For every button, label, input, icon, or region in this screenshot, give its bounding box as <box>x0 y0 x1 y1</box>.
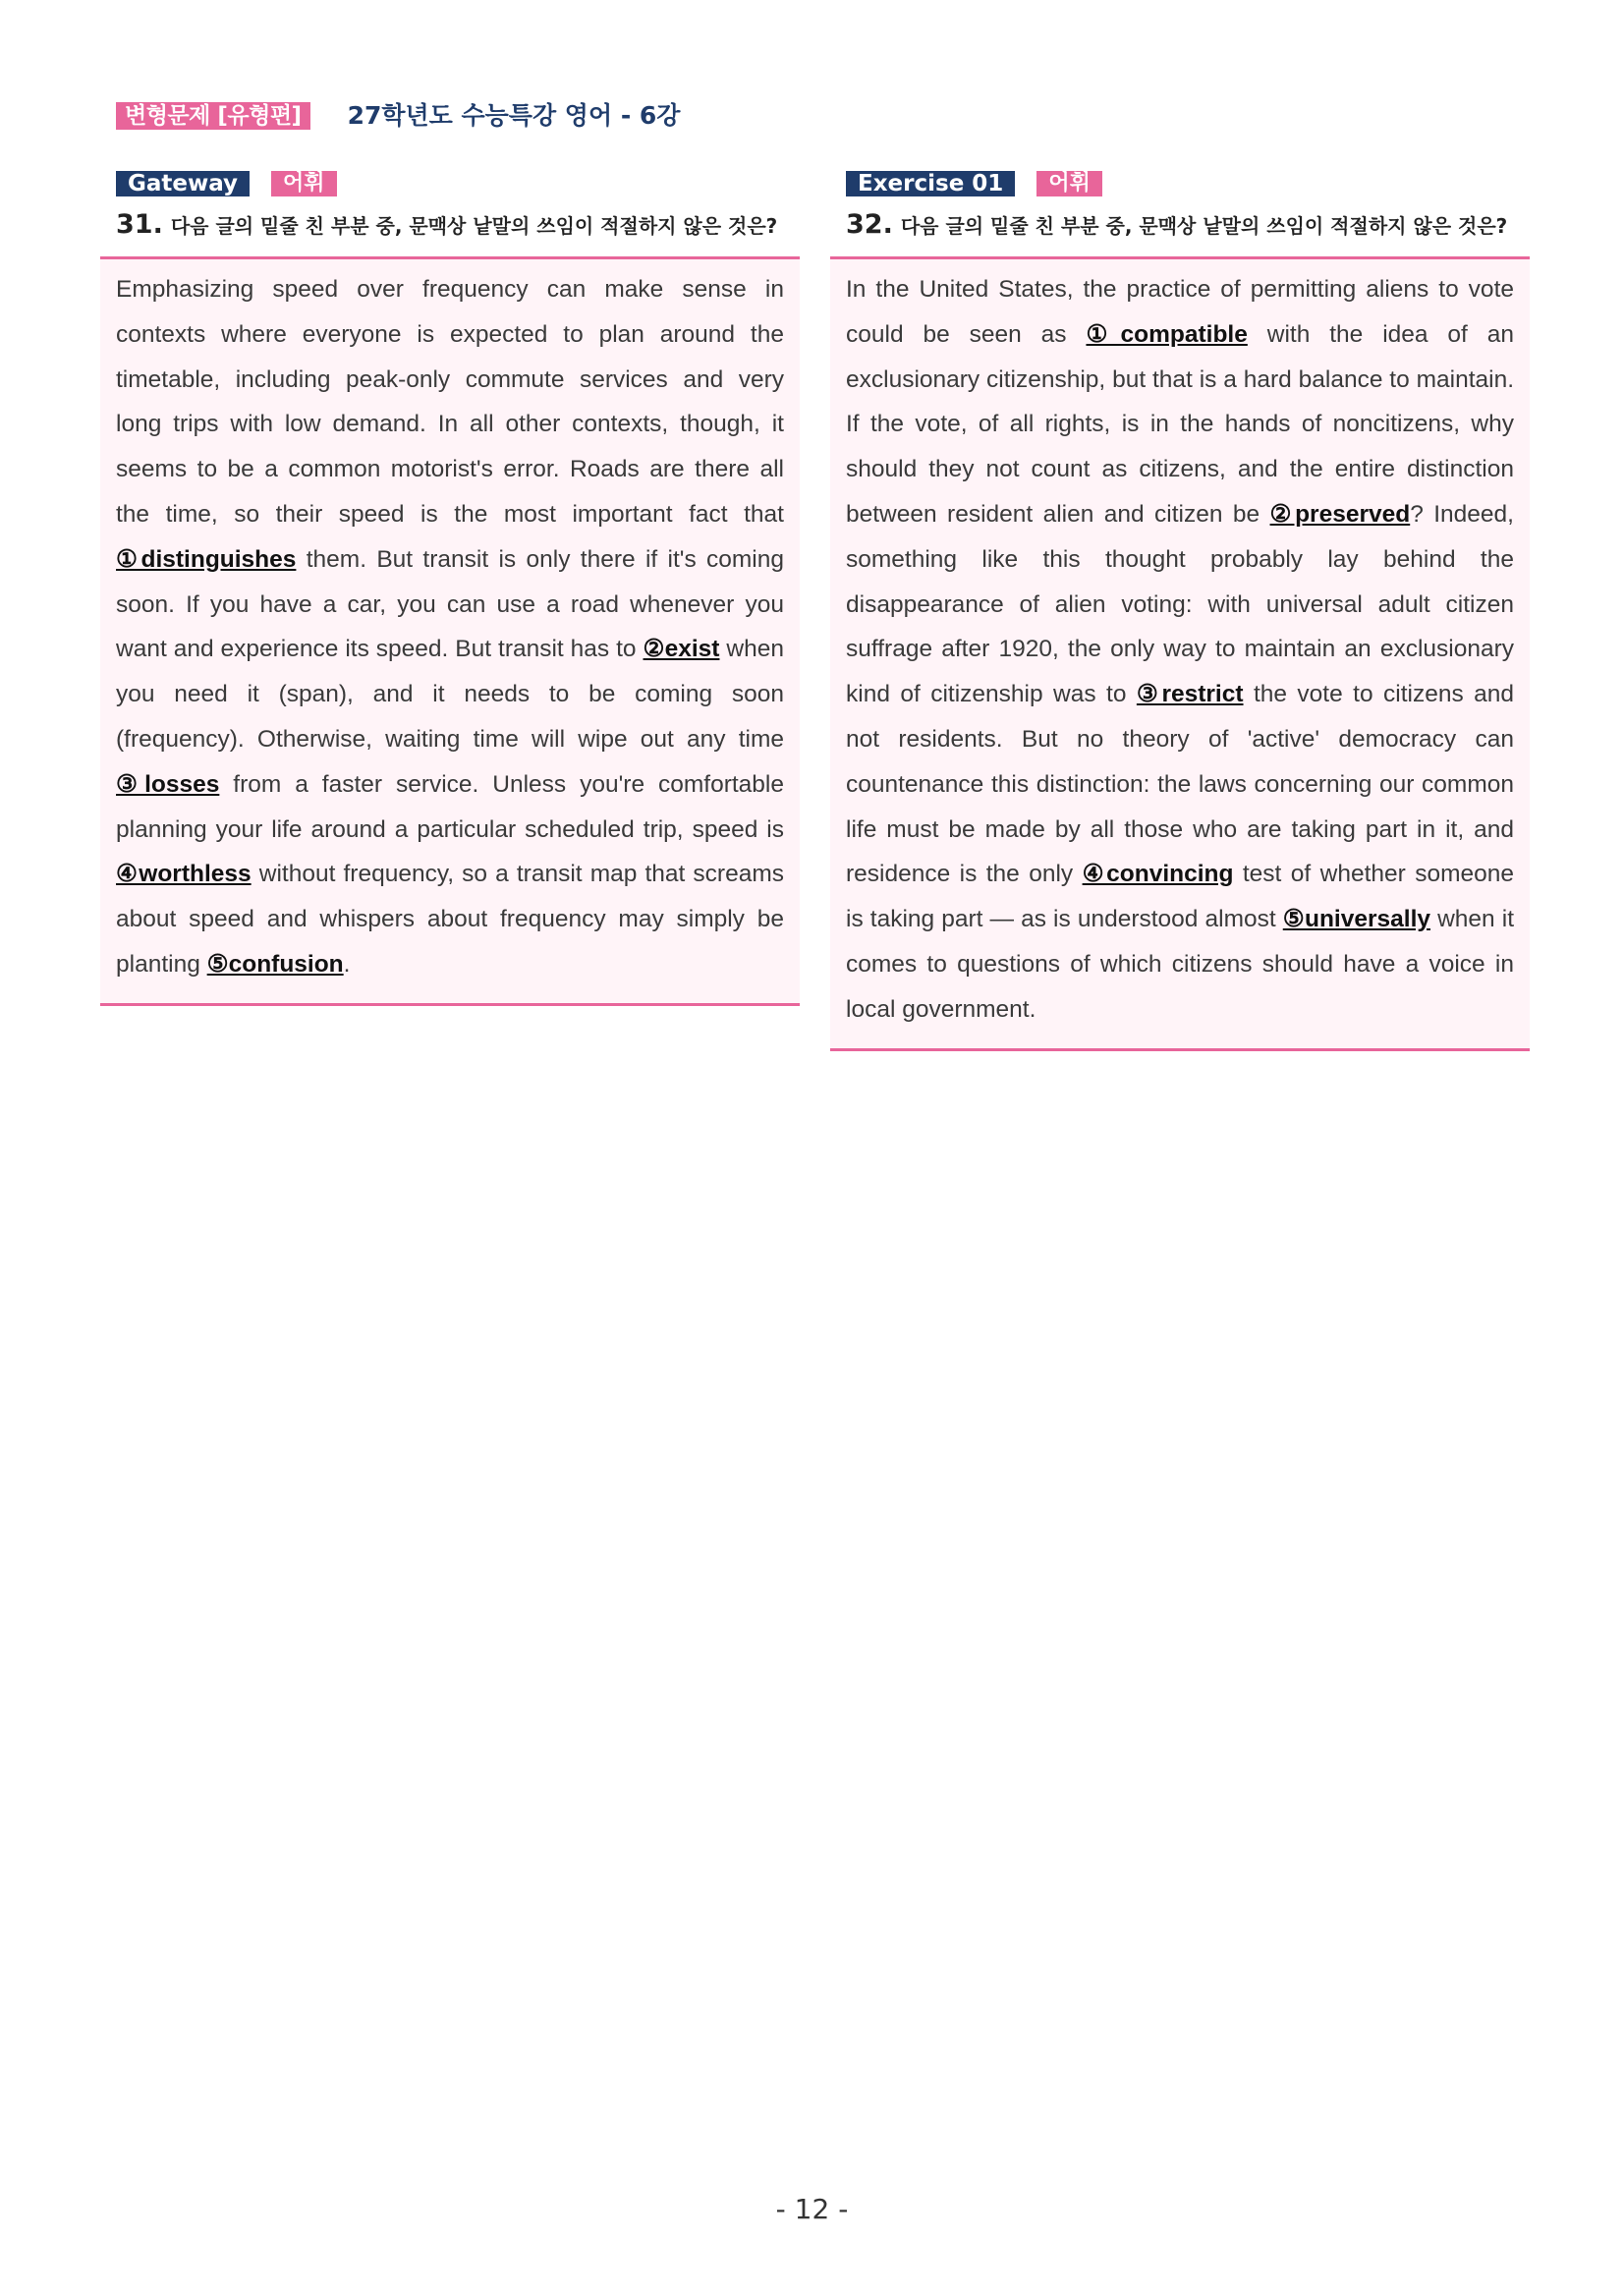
underlined-word: ③losses <box>116 770 220 798</box>
passage-text: when it comes to questions of which citizens should have a voice in local government. <box>846 906 1514 1023</box>
passage-text: the vote to citizens and not residents. But no theory of 'active' democracy can countenance this distinction: the laws concerning our common life must be made by all those who are taking part in it, and residence is the only <box>846 681 1514 888</box>
category-badge: 어휘 <box>271 171 337 196</box>
document-title: 27학년도 수능특강 영어 - 6강 <box>347 101 681 130</box>
passage-text: them. But transit is only there if it's coming soon. If you have a car, you can use a road whenever you want and experience its speed. But transit has to <box>116 545 785 663</box>
underlined-word: ④convincing <box>1082 861 1234 888</box>
left-column <box>100 171 800 1006</box>
passage-text: In the United States, the practice of permitting aliens to vote could be seen as <box>846 276 1514 348</box>
category-badge: 어휘 <box>1036 171 1102 196</box>
page-number: - 12 - <box>775 2193 849 2225</box>
exercise-label: Exercise 01 <box>846 171 1015 196</box>
passage-text: . <box>343 950 351 978</box>
question-text: 다음 글의 밑줄 친 부분 중, 문맥상 낱말의 쓰임이 적절하지 않은 것은? <box>170 214 778 238</box>
passage-text: test of whether someone is taking part — as is understood almost <box>846 861 1514 933</box>
passage-text: when you need it (span), and it needs to be coming soon (frequency). Otherwise, waiting time will wipe out any time <box>116 636 784 753</box>
underlined-word: ⑤confusion <box>206 950 344 978</box>
section-tag: 변형문제 [유형편] <box>116 102 310 130</box>
left-label-row <box>116 171 800 196</box>
passage-text: Emphasizing speed over frequency can make sense in contexts where everyone is expected to plan around the timetable, including peak-only commute services and very long trips with low demand. In all other contexts, though, it seems to be a common motorist's error. Roads are there all the time, so their speed is the most important fact that <box>116 276 784 528</box>
question-prompt <box>846 206 1524 245</box>
underlined-word: ①distinguishes <box>116 545 297 573</box>
passage-box <box>830 256 1530 1051</box>
page-header <box>116 102 680 130</box>
underlined-word: ②preserved <box>1269 500 1411 528</box>
right-label-row <box>846 171 1530 196</box>
right-column <box>830 171 1530 1051</box>
underlined-word: ①compatible <box>1086 320 1248 348</box>
question-text: 다음 글의 밑줄 친 부분 중, 문맥상 낱말의 쓰임이 적절하지 않은 것은? <box>900 214 1508 238</box>
underlined-word: ②exist <box>643 636 720 663</box>
underlined-word: ⑤universally <box>1282 906 1431 933</box>
question-number: 32. <box>846 209 893 240</box>
underlined-word: ④worthless <box>116 861 252 888</box>
question-number: 31. <box>116 209 163 240</box>
question-prompt <box>116 206 794 245</box>
passage-text: ? Indeed, something like this thought probably lay behind the disappearance of alien voting: with universal adult citizen suffrage after 1920, the only way to maintain an exclusionary kind of citizenship was to <box>846 500 1514 708</box>
gateway-label: Gateway <box>116 171 250 196</box>
passage-text: without frequency, so a transit map that screams about speed and whispers about frequency may simply be planting <box>116 861 784 978</box>
passage-box <box>100 256 800 1006</box>
passage-text: from a faster service. Unless you're comfortable planning your life around a particular scheduled trip, speed is <box>116 770 784 843</box>
underlined-word: ③restrict <box>1136 681 1244 708</box>
passage-text: with the idea of an exclusionary citizenship, but that is a hard balance to maintain. If the vote, of all rights, is in the hands of noncitizens, why should they not count as citizens, and the entire distinction between resident alien and citizen be <box>846 320 1515 528</box>
